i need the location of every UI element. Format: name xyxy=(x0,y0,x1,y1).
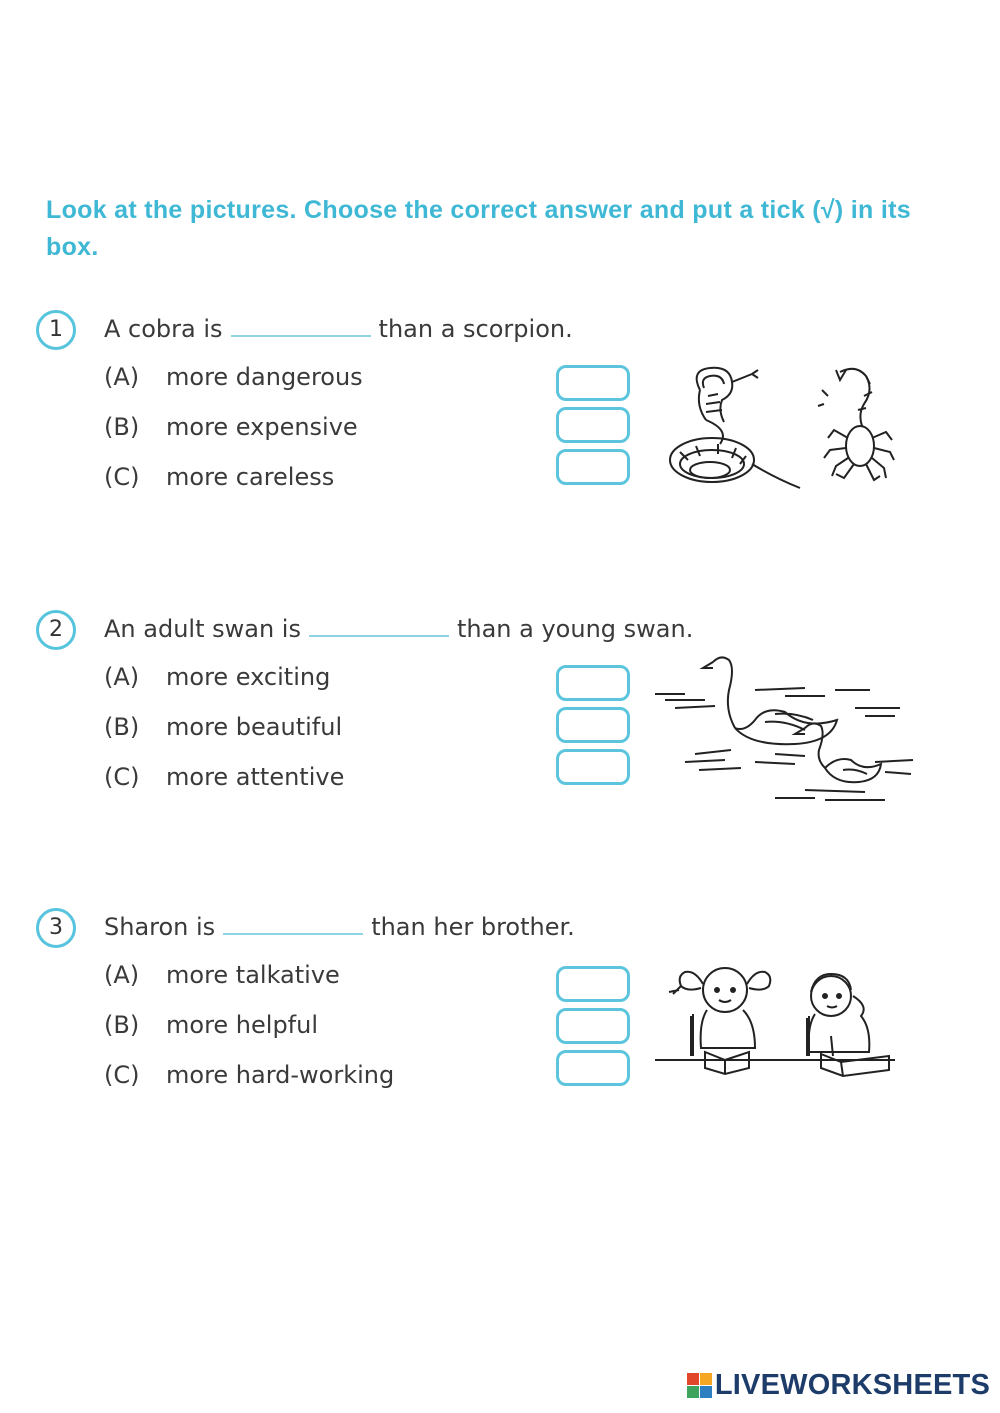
tick-box-a[interactable] xyxy=(556,966,630,1002)
options-list xyxy=(104,660,344,810)
tick-box-c[interactable] xyxy=(556,449,630,485)
option-letter: (B) xyxy=(104,413,140,441)
badge-square-orange xyxy=(700,1373,712,1385)
option-letter: (A) xyxy=(104,961,140,989)
question-2 xyxy=(0,610,1000,850)
tick-box-a[interactable] xyxy=(556,365,630,401)
option-a xyxy=(104,660,344,710)
option-b xyxy=(104,710,344,760)
option-c xyxy=(104,460,363,510)
option-c xyxy=(104,1058,394,1108)
question-number-badge: 1 xyxy=(36,310,76,350)
option-a xyxy=(104,958,394,1008)
question-stem xyxy=(104,312,573,346)
badge-square-blue xyxy=(700,1386,712,1398)
answer-blank xyxy=(309,634,449,637)
liveworksheets-logo xyxy=(687,1367,990,1403)
option-letter: (A) xyxy=(104,663,140,691)
tick-boxes xyxy=(556,665,630,791)
option-text: more helpful xyxy=(166,1011,319,1039)
tick-box-a[interactable] xyxy=(556,665,630,701)
question-number-badge: 2 xyxy=(36,610,76,650)
option-text: more exciting xyxy=(166,663,331,691)
option-text: more dangerous xyxy=(166,363,363,391)
option-letter: (C) xyxy=(104,763,140,791)
question-stem xyxy=(104,612,693,646)
question-number-badge: 3 xyxy=(36,908,76,948)
answer-blank xyxy=(223,932,363,935)
tick-box-c[interactable] xyxy=(556,749,630,785)
swans-illustration xyxy=(655,650,915,820)
cobra-and-scorpion-illustration xyxy=(660,360,910,500)
option-a xyxy=(104,360,363,410)
badge-square-red xyxy=(687,1373,699,1385)
stem-after: than a young swan. xyxy=(456,615,694,643)
question-3 xyxy=(0,908,1000,1148)
option-text: more beautiful xyxy=(166,713,343,741)
question-1 xyxy=(0,310,1000,550)
stem-after: than her brother. xyxy=(371,913,575,941)
instructions-heading: Look at the pictures. Choose the correct answer and put a tick (√) in its box. xyxy=(46,196,911,261)
girl-and-boy-studying-illustration xyxy=(655,956,905,1096)
tick-boxes xyxy=(556,966,630,1092)
answer-blank xyxy=(231,334,371,337)
options-list xyxy=(104,360,363,510)
option-letter: (B) xyxy=(104,1011,140,1039)
tick-box-b[interactable] xyxy=(556,707,630,743)
badge-square-green xyxy=(687,1386,699,1398)
stem-before: An adult swan is xyxy=(104,615,301,643)
option-text: more expensive xyxy=(166,413,358,441)
option-letter: (A) xyxy=(104,363,140,391)
tick-box-b[interactable] xyxy=(556,407,630,443)
logo-badge-icon xyxy=(687,1373,712,1398)
option-b xyxy=(104,410,363,460)
question-stem xyxy=(104,910,575,944)
option-letter: (B) xyxy=(104,713,140,741)
option-text: more talkative xyxy=(166,961,340,989)
tick-box-b[interactable] xyxy=(556,1008,630,1044)
option-letter: (C) xyxy=(104,1061,140,1089)
options-list xyxy=(104,958,394,1108)
option-text: more attentive xyxy=(166,763,345,791)
logo-text: LIVEWORKSHEETS xyxy=(714,1368,990,1401)
option-text: more careless xyxy=(166,463,335,491)
option-b xyxy=(104,1008,394,1058)
option-text: more hard-working xyxy=(166,1061,395,1089)
option-c xyxy=(104,760,344,810)
stem-before: Sharon is xyxy=(104,913,216,941)
tick-box-c[interactable] xyxy=(556,1050,630,1086)
tick-boxes xyxy=(556,365,630,491)
stem-before: A cobra is xyxy=(104,315,223,343)
stem-after: than a scorpion. xyxy=(378,315,573,343)
option-letter: (C) xyxy=(104,463,140,491)
